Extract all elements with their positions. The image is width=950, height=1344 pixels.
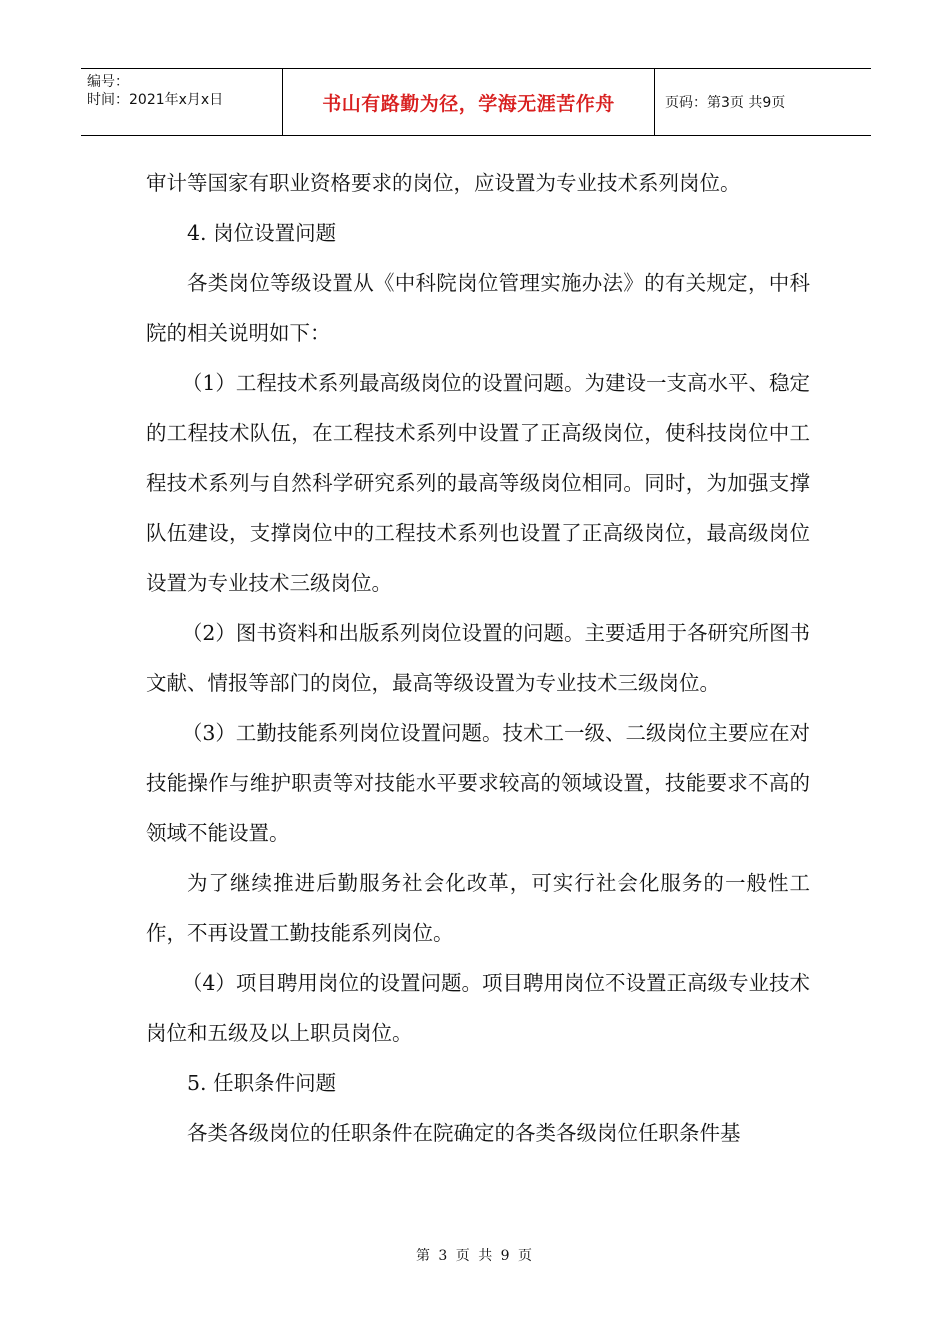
header-meta: [81, 69, 283, 135]
section-heading: 5. 任职条件问题: [187, 1071, 337, 1095]
document-body: [146, 158, 810, 1158]
paragraph: （3）工勤技能系列岗位设置问题。技术工一级、二级岗位主要应在对技能操作与维护职责等对技能水平要求较高的领域设置，技能要求不高的领域不能设置。: [146, 721, 810, 845]
section-heading: 4. 岗位设置问题: [187, 221, 337, 245]
page-header: [81, 68, 871, 136]
header-page-number: 页码：第3页 共9页: [665, 95, 786, 111]
paragraph: 为了继续推进后勤服务社会化改革，可实行社会化服务的一般性工作，不再设置工勤技能系列岗位。: [146, 871, 810, 945]
page-footer: 第 3 页 共 9 页: [415, 1248, 535, 1264]
document-date-label: 时间：2021年x月x日: [87, 92, 224, 108]
paragraph: （4）项目聘用岗位的设置问题。项目聘用岗位不设置正高级专业技术岗位和五级及以上职员岗位。: [146, 971, 810, 1045]
paragraph: （1）工程技术系列最高级岗位的设置问题。为建设一支高水平、稳定的工程技术队伍，在工程技术系列中设置了正高级岗位，使科技岗位中工程技术系列与自然科学研究系列的最高等级岗位相同。同时，为加强支撑队伍建设，支撑岗位中的工程技术系列也设置了正高级岗位，最高级岗位设置为专业技术三级岗位。: [146, 371, 810, 595]
header-motto: 书山有路勤为径，学海无涯苦作舟: [283, 69, 655, 135]
document-number-label: 编号：: [87, 74, 129, 90]
paragraph: （2）图书资料和出版系列岗位设置的问题。主要适用于各研究所图书文献、情报等部门的岗位，最高等级设置为专业技术三级岗位。: [146, 621, 810, 695]
paragraph: 各类各级岗位的任职条件在院确定的各类各级岗位任职条件基: [187, 1121, 741, 1145]
paragraph: 各类岗位等级设置从《中科院岗位管理实施办法》的有关规定，中科院的相关说明如下：: [146, 271, 810, 345]
paragraph: 审计等国家有职业资格要求的岗位，应设置为专业技术系列岗位。: [146, 171, 741, 195]
